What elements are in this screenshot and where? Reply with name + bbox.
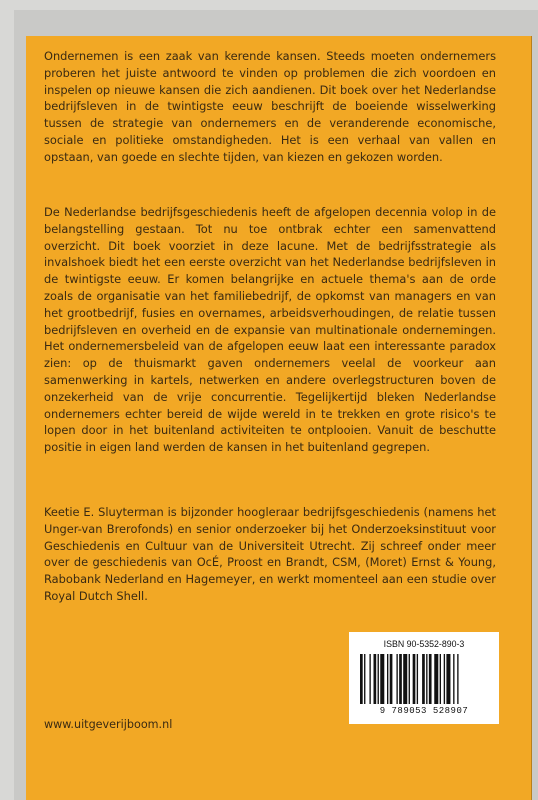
barcode-bar [444,654,445,704]
barcode-bar [360,654,363,704]
barcode-bar [378,654,379,704]
barcode-bar [429,654,432,704]
barcode-bar [387,654,388,704]
barcode-bar [446,654,450,704]
barcode-bar [390,654,393,704]
barcode-bar [369,654,370,704]
barcode-bar [399,654,402,704]
blurb-paragraph-2: De Nederlandse bedrijfsgeschiedenis heeft de afgelopen decennia volop in de belangstelling gestaan. Tot nu toe ontbrak echter een samenvattend overzicht. Dit boek voorziet in deze lacune. Met de bedrijfsstrategie als invalshoek biedt het een eerste overzicht van het Nederlandse bedrijfsleven in de twintigste eeuw. Er komen belangrijke en actuele thema's aan de orde zoals de organisatie van het familiebedrijf, de opkomst van managers en van het grootbedrijf, fusies en overnames, arbeidsverhoudingen, de relatie tussen bedrijfsleven en overheid en de expansie van multinationale ondernemingen. Het ondernemersbeleid van de afgelopen eeuw laat een interessante paradox zien: op de thuismarkt gaven ondernemers veelal de voorkeur aan samenwerking in kartels, netwerken en andere overlegstructuren boven de onzekerheid van de vrije concurrentie. Tegelijkertijd bleken Nederlandse ondernemers echter bereid de wijde wereld in te trekken en grote risico's te lopen door in het buitenland activiteiten te ontplooien. Vanuit de beschutte positie in eigen land werden de kansen in het buitenland gegrepen. [44,205,496,455]
barcode-bar [426,654,427,704]
barcode-bar [434,654,438,704]
barcode-bar [403,654,407,704]
barcode-bar [413,654,416,704]
barcode-bar [440,654,441,704]
isbn-barcode [349,632,499,724]
author-bio-paragraph: Keetie E. Sluyterman is bijzonder hoogleraar bedrijfsgeschiedenis (namens het Unger-van Brerofonds) en senior onderzoeker bij het Onderzoeksinstituut voor Geschiedenis en Cultuur van de Universiteit Utrecht. Zij schreef onder meer over de geschiedenis van OcÉ, Proost en Brandt, CSM, (Moret) Ernst & Young, Rabobank Nederland en Hagemeyer, en werkt momenteel aan een studie over Royal Dutch Shell. [44,505,496,603]
barcode-bar [409,654,410,704]
barcode-bar [374,654,377,704]
barcode-bar [396,654,397,704]
barcode-bar [417,654,418,704]
isbn-label: ISBN 90-5352-890-3 [383,639,465,649]
barcode-bars [360,654,488,704]
barcode-bar [422,654,425,704]
blurb-paragraph-1: Ondernemen is een zaak van kerende kansen. Steeds moeten ondernemers proberen het juiste antwoord te vinden op problemen die zich voordoen en inspelen op nieuwe kansen die zich aandienen. Dit boek over het Nederlandse bedrijfsleven in de twintigste eeuw beschrijft de boeiende wisselwerking tussen de strategie van ondernemers en de veranderende economische, sociale en politieke omstandigheden. Het is een verhaal van vallen en opstaan, van goede en slechte tijden, van kiezen en gekozen worden. [44,49,496,164]
barcode-bar [453,654,454,704]
barcode-bar [457,654,458,704]
barcode-bar [364,654,365,704]
publisher-website: www.uitgeverijboom.nl [44,718,173,731]
barcode-bar [380,654,384,704]
barcode-digits: 9 789053 528907 [379,706,469,716]
